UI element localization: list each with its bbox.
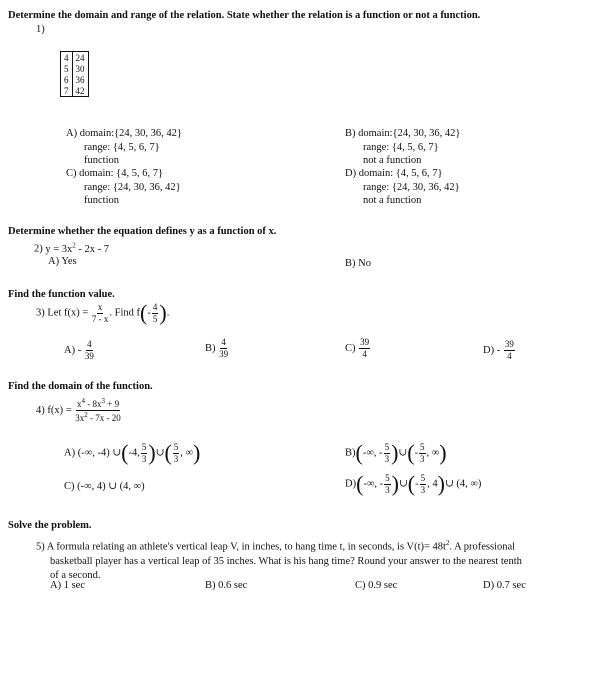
choice-c[interactable]: C) 0.9 sec bbox=[355, 580, 398, 591]
choice-verdict: function bbox=[84, 155, 119, 166]
choice-d[interactable]: D)(-∞, - $\frac{5}{3}$ )∪(- $\frac{5}{3}$ , 4)∪ (4, ∞) bbox=[345, 471, 482, 496]
choice-a[interactable]: A) Yes bbox=[48, 256, 77, 267]
choice-verdict: function bbox=[84, 195, 119, 206]
equation: $y = 3x^2 - 2x - 7$ bbox=[45, 241, 110, 255]
choice-domain: domain:{24, 30, 36, 42} bbox=[79, 128, 182, 139]
choice-range: range: {4, 5, 6, 7} bbox=[84, 141, 160, 153]
let-text: Let f(x) = bbox=[47, 307, 89, 319]
choice-range: range: {24, 30, 36, 42} bbox=[363, 181, 460, 193]
mapping-row bbox=[61, 52, 88, 63]
mapping-diagram bbox=[60, 51, 89, 97]
mapping-domain-value: 6 bbox=[61, 74, 72, 85]
find-text: . Find f bbox=[109, 307, 141, 319]
question-4: 4) f(x) = $\frac{x^4 - 8x^3 + 9}{3x^2 - 7x - 20}$ bbox=[36, 397, 121, 423]
question-3: 3) Let f(x) = $\frac{x}{7 - x}$ . Find f(- $\frac{4}{5}$ ). bbox=[36, 300, 170, 325]
question-number: 5) bbox=[36, 541, 45, 553]
function-fraction: $\frac{x^4 - 8x^3 + 9}{3x^2 - 7x - 20}$ bbox=[75, 397, 121, 423]
mapping-domain-value: 5 bbox=[61, 63, 72, 74]
mapping-domain-value: 4 bbox=[61, 52, 72, 63]
instructions-heading: Determine the domain and range of the relation. State whether the relation is a function or not a function. bbox=[8, 10, 481, 21]
question-number: 1) bbox=[36, 24, 45, 35]
mapping-domain-value: 7 bbox=[61, 85, 72, 96]
choice-b[interactable]: B) 0.6 sec bbox=[205, 580, 248, 591]
question-number: 4) bbox=[36, 404, 45, 416]
mapping-row bbox=[61, 74, 88, 85]
choice-d[interactable]: D) 0.7 sec bbox=[483, 580, 526, 591]
argument-fraction: $\frac{4}{5}$ bbox=[152, 301, 158, 324]
question-number: 3) bbox=[36, 307, 45, 319]
mapping-range-value: 24 bbox=[75, 52, 85, 63]
section-heading: Find the domain of the function. bbox=[8, 381, 153, 392]
choice-domain: domain: {4, 5, 6, 7} bbox=[358, 168, 443, 179]
choice-b[interactable] bbox=[345, 127, 460, 168]
mapping-range-value: 30 bbox=[75, 63, 85, 74]
function-fraction: $\frac{x}{7 - x}$ bbox=[91, 301, 109, 324]
choice-letter: A) bbox=[66, 128, 78, 139]
choice-c[interactable]: C) $\frac{39}{4}$ bbox=[345, 337, 370, 359]
choice-a[interactable]: A) - $\frac{4}{39}$ bbox=[64, 339, 94, 361]
choice-domain: domain: {4, 5, 6, 7} bbox=[79, 168, 163, 179]
choice-domain: domain:{24, 30, 36, 42} bbox=[358, 128, 461, 139]
choice-c[interactable] bbox=[66, 167, 181, 208]
choice-range: range: {24, 30, 36, 42} bbox=[84, 181, 181, 193]
choice-d[interactable] bbox=[345, 167, 460, 208]
mapping-row bbox=[61, 63, 88, 74]
question-2 bbox=[34, 241, 109, 255]
choice-b[interactable]: B) No bbox=[345, 258, 371, 269]
choice-a[interactable]: A) (-∞, -4) ∪(-4, $\frac{5}{3}$ )∪( $\frac{5}{3}$ , ∞) bbox=[64, 440, 201, 465]
choice-letter: B) bbox=[345, 128, 356, 139]
choice-verdict: not a function bbox=[363, 155, 422, 166]
choice-a[interactable]: A) 1 sec bbox=[50, 580, 85, 591]
choice-letter: C) bbox=[66, 168, 77, 179]
choice-letter: D) bbox=[345, 168, 357, 179]
question-number: 2) bbox=[34, 243, 43, 255]
choice-d[interactable]: D) - $\frac{39}{4}$ bbox=[483, 339, 514, 361]
choice-a[interactable] bbox=[66, 127, 182, 168]
section-heading: Solve the problem. bbox=[8, 520, 92, 531]
choice-b[interactable]: B)(-∞, - $\frac{5}{3}$ )∪(- $\frac{5}{3}$ , ∞) bbox=[345, 440, 447, 465]
mapping-range-value: 42 bbox=[75, 85, 85, 96]
choice-c[interactable]: C) (-∞, 4) ∪ (4, ∞) bbox=[64, 481, 145, 492]
section-heading: Determine whether the equation defines y as a function of x. bbox=[8, 226, 277, 237]
mapping-range-value: 36 bbox=[75, 74, 85, 85]
choice-range: range: {4, 5, 6, 7} bbox=[363, 141, 439, 153]
question-5: 5) A formula relating an athlete's vertical leap V, in inches, to hang time t, in seconds, is $V(t)= 48t^2$. A professional basketball player has a vertical leap of 35 inches. What is his hang time? Round your answer to the nearest tenth of a second. bbox=[36, 539, 522, 581]
choice-verdict: not a function bbox=[363, 195, 422, 206]
mapping-row bbox=[61, 85, 88, 96]
section-heading: Find the function value. bbox=[8, 289, 115, 300]
choice-b[interactable]: B) $\frac{4}{39}$ bbox=[205, 337, 229, 359]
